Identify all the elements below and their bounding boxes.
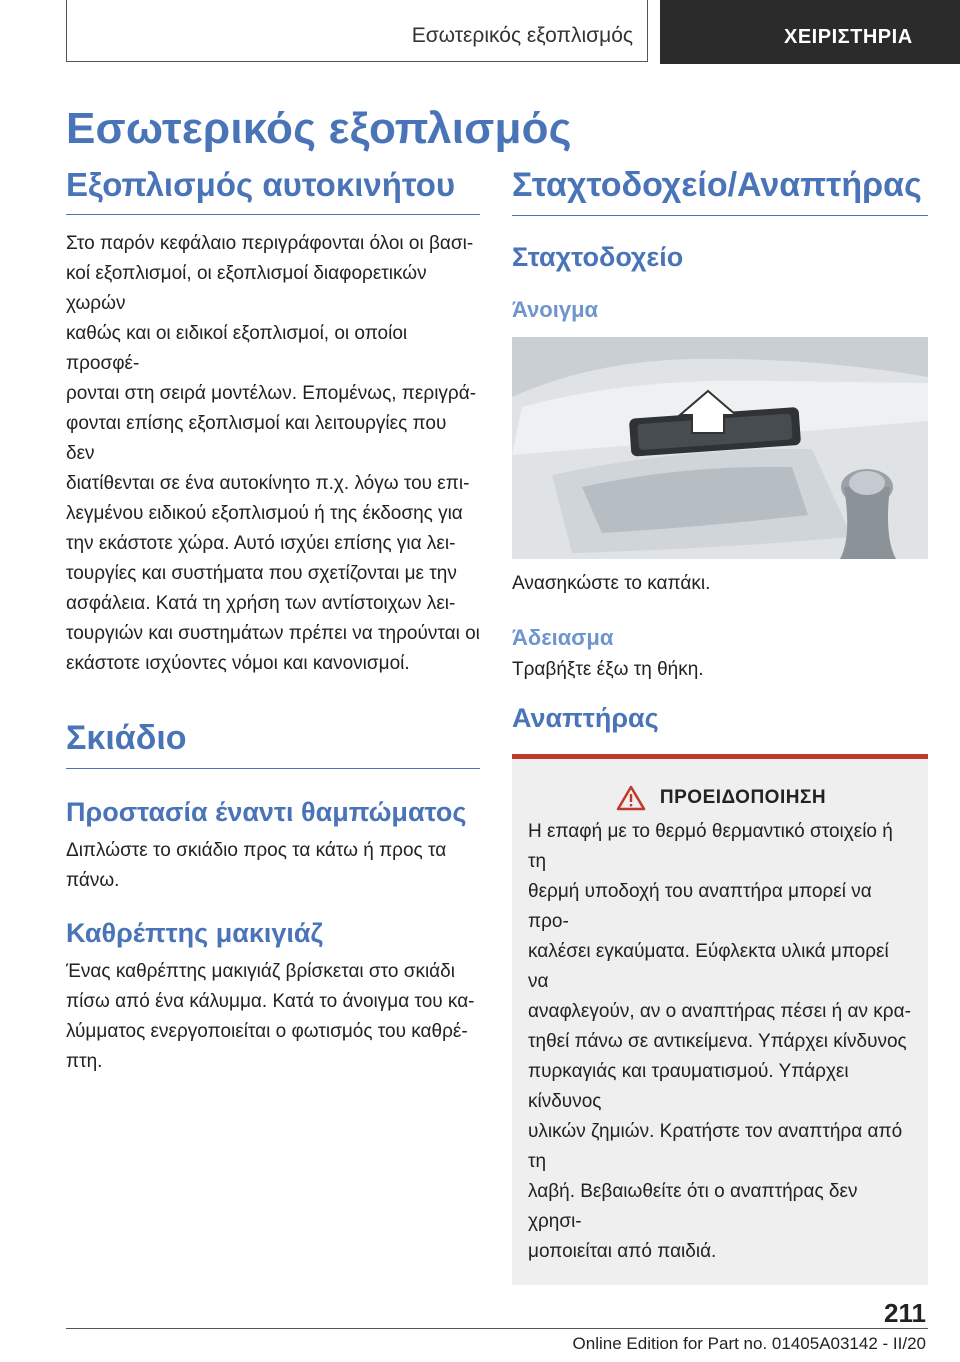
warning-box [512, 754, 928, 1285]
left-column [66, 166, 480, 1077]
section-tab-label: ΧΕΙΡΙΣΤΗΡΙΑ [784, 26, 913, 48]
subheading-opening: Άνοιγμα [512, 297, 599, 322]
section-heading-sunvisor: Σκιάδιο [66, 719, 480, 769]
equipment-paragraph: Στο παρόν κεφάλαιο περιγράφονται όλοι οι βασι- κοί εξοπλισμοί, οι εξοπλισμοί διαφορετικών χωρών καθώς και οι ειδικοί εξοπλισμοί, οι οποίοι προσφέ- ρονται στη σειρά μοντέλων. Επομένως, περιγρά- φονται επίσης εξοπλισμοί και λειτουργίες που δεν διατίθενται σε ένα αυτοκίνητο π.χ. λόγω του επι- λεγμένου ειδικού εξοπλισμού ή της έκδοσης για την εκάστοτε χώρα. Αυτό ισχύει επίσης για λει- τουργίες και συστήματα που σχετίζονται με την ασφάλεια. Κατά τη χρήση των αντίστοιχων λει- τουργιών και συστημάτων πρέπει να τηρούνται οι εκάστοτε ισχύοντες νόμοι και κανονισμοί. [66, 233, 480, 674]
subheading-emptying: Άδειασμα [512, 625, 614, 650]
emptying-paragraph: Τραβήξτε έξω τη θήκη. [512, 659, 704, 680]
mirror-paragraph: Ένας καθρέπτης μακιγιάζ βρίσκεται στο σκιάδι πίσω από ένα κάλυμμα. Κατά το άνοιγμα του κα- λύμματος ενεργοποιείται ο φωτισμός του καθρέ- πτη. [66, 961, 475, 1072]
edition-note: Online Edition for Part no. 01405A03142 - II/20 [572, 1334, 926, 1353]
header-breadcrumb-box [66, 0, 648, 62]
subheading-vanity-mirror: Καθρέπτης μακιγιάζ [66, 918, 323, 948]
section-tab [660, 0, 960, 64]
ashtray-illustration [512, 337, 928, 559]
opening-caption: Ανασηκώστε το καπάκι. [512, 573, 711, 594]
section-heading-equipment: Εξοπλισμός αυτοκινήτου [66, 166, 480, 215]
footer-divider [66, 1328, 928, 1329]
subheading-glare-protection: Προστασία έναντι θαμπώματος [66, 797, 467, 827]
breadcrumb: Εσωτερικός εξοπλισμός [411, 24, 633, 47]
page-number: 211 [884, 1298, 926, 1328]
section-heading-ashtray-lighter: Σταχτοδοχείο/Αναπτήρας [512, 166, 928, 216]
warning-header [528, 785, 914, 811]
subheading-ashtray: Σταχτοδοχείο [512, 242, 684, 272]
glare-paragraph: Διπλώστε το σκιάδιο προς τα κάτω ή προς τα πάνω. [66, 840, 447, 891]
warning-text: Η επαφή με το θερμό θερμαντικό στοιχείο ή τη θερμή υποδοχή του αναπτήρα μπορεί να προ- καλέσει εγκαύματα. Εύφλεκτα υλικά μπορεί να αναφλεγούν, αν ο αναπτήρας πέσει ή αν κρα- τηθεί πάνω σε αντικείμενα. Υπάρχει κίνδυνος πυρκαγιάς και τραυματισμού. Υπάρχει κίνδυνος υλικών ζημιών. Κρατήστε τον αναπτήρα από τη λαβή. Βεβαιωθείτε ότι ο αναπτήρας δεν χρησι- μοποιείται από παιδιά. [528, 821, 911, 1262]
warning-title: ΠΡΟΕΙΔΟΠΟΙΗΣΗ [659, 787, 827, 808]
subheading-lighter: Αναπτήρας [512, 703, 659, 733]
page-title: Εσωτερικός εξοπλισμός [66, 104, 572, 153]
warning-triangle-icon [616, 785, 646, 811]
ashtray-drawing [512, 337, 928, 559]
right-column [512, 166, 928, 1285]
page-header [66, 0, 960, 64]
